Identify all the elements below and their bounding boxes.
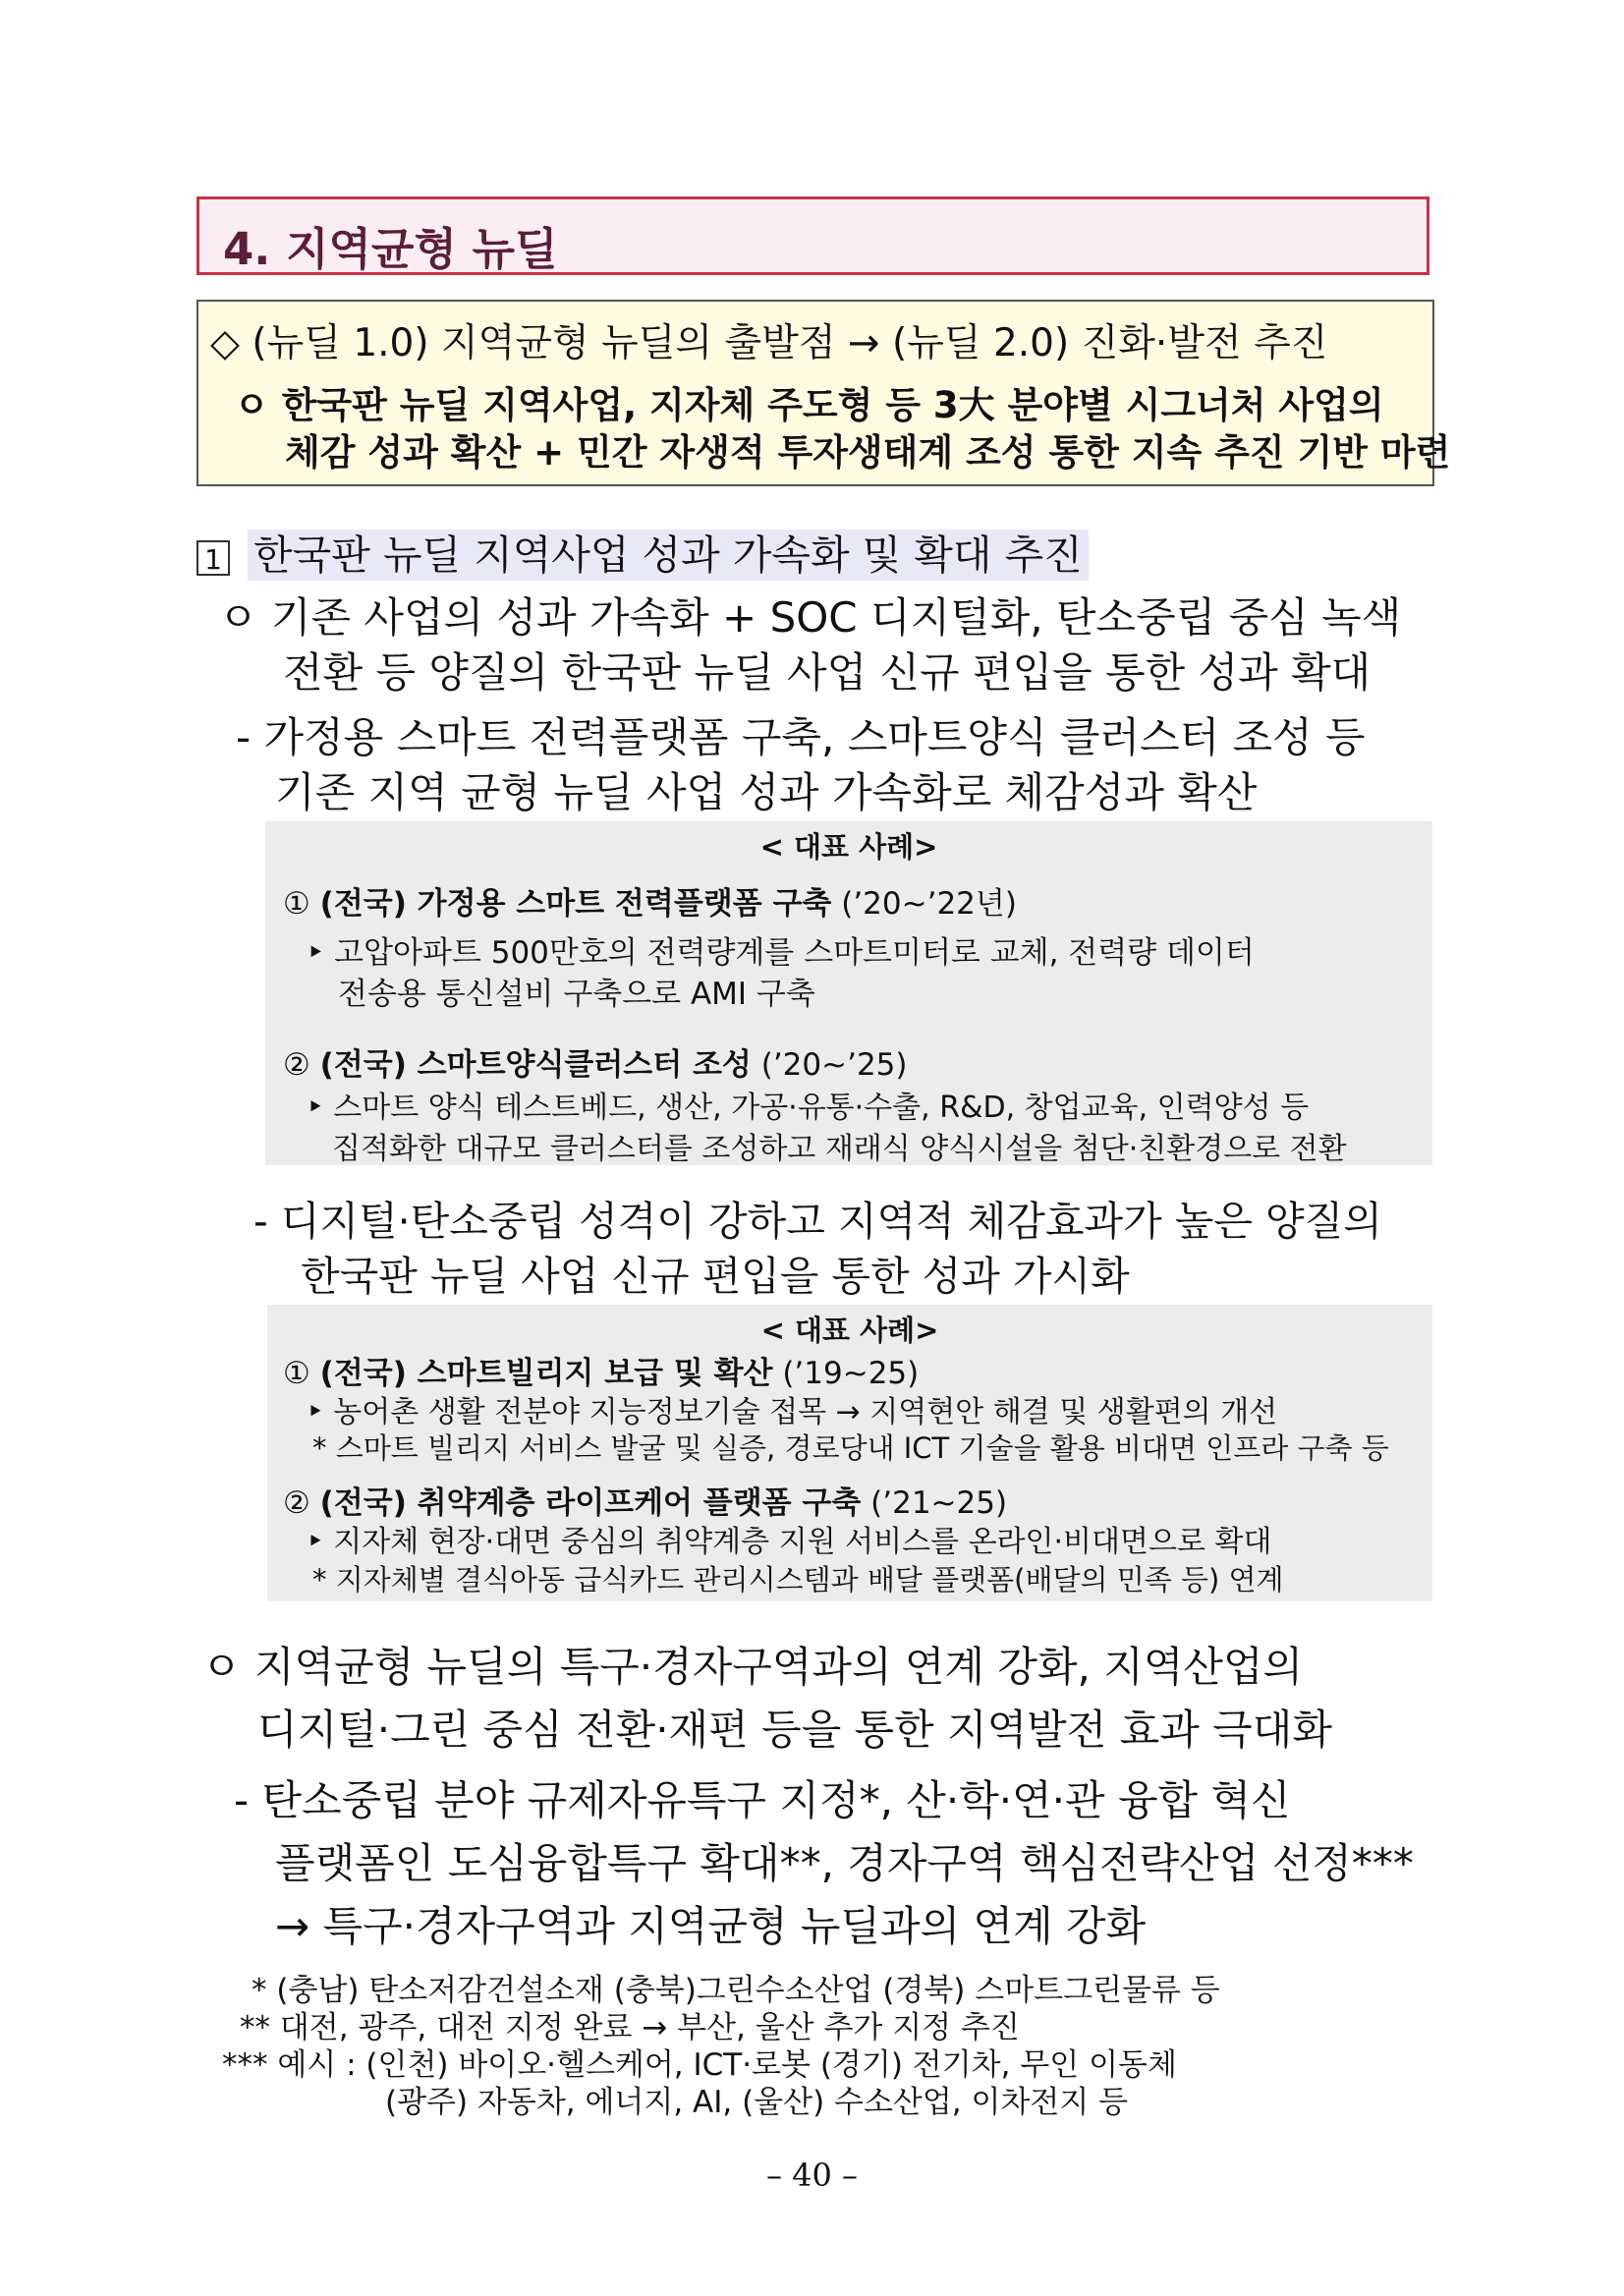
case-detail-cont: 집적화한 대규모 클러스터를 조성하고 재래식 양식시설을 첨단·친환경으로 전환 (332, 1132, 1347, 1166)
bullet-line-cont: 전환 등 양질의 한국판 뉴딜 사업 신규 편입을 통한 성과 확대 (283, 648, 1372, 697)
case-heading-title: (전국) 스마트빌리지 보급 및 확산 (319, 1356, 773, 1391)
subsection-title: 한국판 뉴딜 지역사업 성과 가속화 및 확대 추진 (248, 530, 1089, 581)
dash-line-cont: 기존 지역 균형 뉴딜 사업 성과 가속화로 체감성과 확산 (275, 768, 1258, 816)
case-number: ② (283, 1485, 310, 1521)
case-heading-title: (전국) 스마트양식클러스터 조성 (319, 1047, 752, 1083)
case-detail: ‣ 스마트 양식 테스트베드, 생산, 가공·유통·수출, R&D, 창업교육, 인력양성 등 (307, 1091, 1310, 1125)
case-heading-title: (전국) 가정용 스마트 전력플랫폼 구축 (319, 886, 832, 922)
case-note: * 스마트 빌리지 서비스 발굴 및 실증, 경로당내 ICT 기술을 활용 비대면 인프라 구축 등 (312, 1431, 1389, 1465)
case-heading (283, 878, 1017, 923)
case-box-title: < 대표 사례> (760, 1314, 939, 1347)
subsection-number: 1 (196, 540, 230, 576)
page-number: – 40 – (765, 2156, 859, 2194)
section-title: 4. 지역균형 뉴딜 (196, 196, 1429, 275)
dash-line: - 탄소중립 분야 규제자유특구 지정*, 산·학·연·관 융합 혁신 (234, 1776, 1291, 1824)
case-number: ① (283, 1356, 310, 1391)
footnote: *** 예시 : (인천) 바이오·헬스케어, ICT·로봇 (경기) 전기차, 무인 이동체 (222, 2047, 1177, 2083)
case-period: (’20~’22년) (841, 886, 1017, 922)
footnote-cont: (광주) 자동차, 에너지, AI, (울산) 수소산업, 이차전지 등 (385, 2085, 1129, 2120)
summary-bullet-line2: 체감 성과 확산 + 민간 자생적 투자생태계 조성 통한 지속 추진 기반 마련 (285, 431, 1451, 474)
case-heading (283, 1039, 908, 1084)
bullet-line-cont: 디지털·그린 중심 전환·재편 등을 통한 지역발전 효과 극대화 (257, 1706, 1332, 1754)
bullet-line: ㅇ 지역균형 뉴딜의 특구·경자구역과의 연계 강화, 지역산업의 (201, 1643, 1304, 1691)
case-detail: ‣ 농어촌 생활 전분야 지능정보기술 접목 → 지역현안 해결 및 생활편의 개선 (307, 1395, 1278, 1429)
case-box-title: < 대표 사례> (759, 830, 938, 864)
dash-line: - 디지털·탄소중립 성격이 강하고 지역적 체감효과가 높은 양질의 (253, 1198, 1382, 1245)
footnote: ** 대전, 광주, 대전 지정 완료 → 부산, 울산 추가 지정 추진 (240, 2010, 1020, 2045)
case-detail: ‣ 고압아파트 500만호의 전력량계를 스마트미터로 교체, 전력량 데이터 (307, 935, 1255, 971)
case-detail: ‣ 지자체 현장·대면 중심의 취약계층 지원 서비스를 온라인·비대면으로 확대 (307, 1525, 1272, 1559)
case-number: ② (283, 1047, 310, 1083)
dash-line-cont: 한국판 뉴딜 사업 신규 편입을 통한 성과 가시화 (301, 1253, 1130, 1300)
case-number: ① (283, 886, 310, 922)
footnote: * (충남) 탄소저감건설소재 (충북)그린수소산업 (경북) 스마트그린물류 등 (252, 1973, 1220, 2008)
case-period: (’21~25) (870, 1485, 1008, 1521)
case-detail-cont: 전송용 통신설비 구축으로 AMI 구축 (338, 977, 815, 1012)
subsection-heading (196, 523, 1089, 579)
case-heading (283, 1478, 1007, 1522)
bullet-line: ㅇ 기존 사업의 성과 가속화 + SOC 디지털화, 탄소중립 중심 녹색 (218, 593, 1402, 642)
dash-line-cont: 플랫폼인 도심융합특구 확대**, 경자구역 핵심전략산업 선정*** (275, 1839, 1414, 1887)
case-heading (283, 1348, 919, 1392)
dash-line: - 가정용 스마트 전력플랫폼 구축, 스마트양식 클러스터 조성 등 (236, 713, 1366, 761)
case-note: * 지자체별 결식아동 급식카드 관리시스템과 배달 플랫폼(배달의 민족 등) 연계 (312, 1563, 1284, 1596)
case-period: (’19~25) (782, 1356, 920, 1391)
summary-bullet-line1: ㅇ 한국판 뉴딜 지역사업, 지자체 주도형 등 3大 분야별 시그너처 사업의 (234, 384, 1384, 426)
case-period: (’20~’25) (760, 1047, 908, 1083)
summary-headline: ◇ (뉴딜 1.0) 지역균형 뉴딜의 출발점 → (뉴딜 2.0) 진화·발전 추진 (210, 321, 1328, 365)
dash-line-cont: → 특구·경자구역과 지역균형 뉴딜과의 연계 강화 (275, 1902, 1147, 1950)
case-heading-title: (전국) 취약계층 라이프케어 플랫폼 구축 (319, 1485, 862, 1521)
